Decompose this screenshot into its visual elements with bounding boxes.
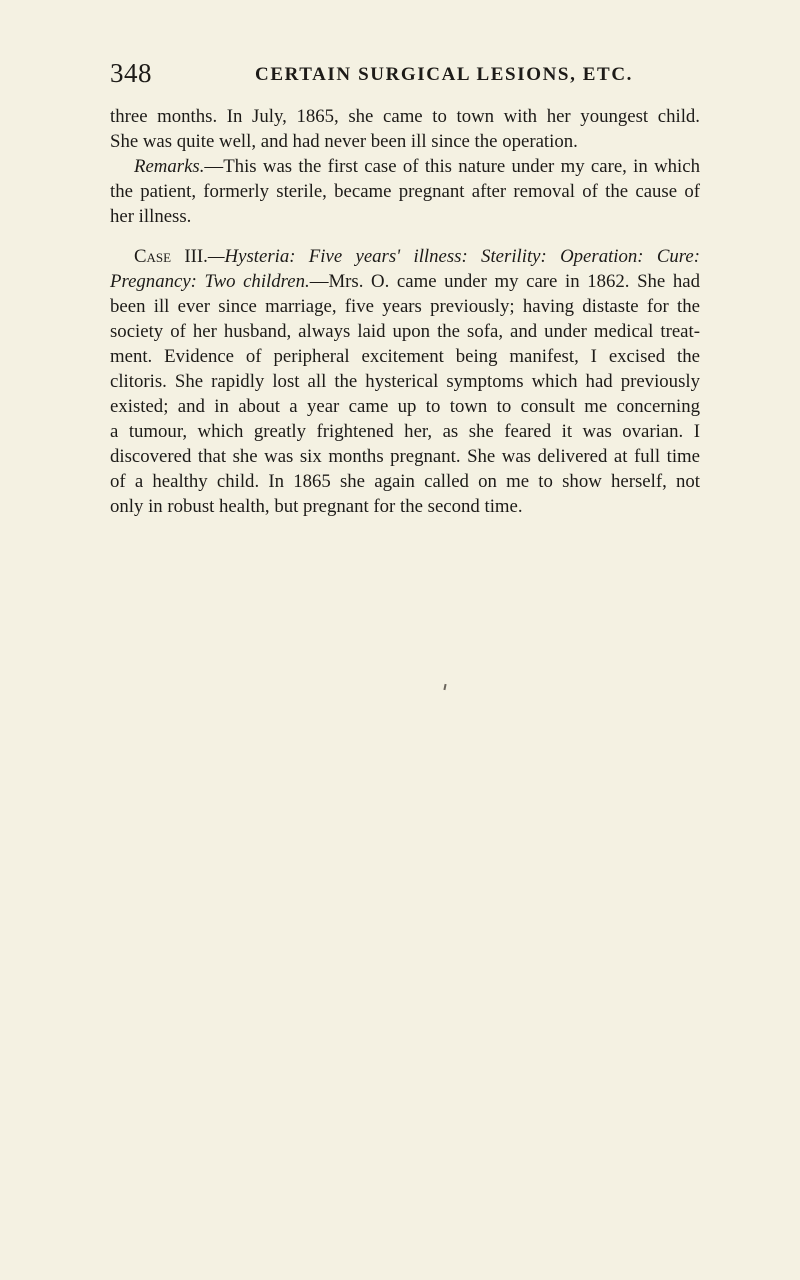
remarks-heading: Remarks. [134, 156, 205, 177]
case-label: Case III. [134, 246, 208, 267]
text-line: the patient, formerly sterile, became pregnant after removal of the cause of [110, 181, 700, 202]
text-line: her illness. [110, 206, 192, 227]
running-title: CERTAIN SURGICAL LESIONS, ETC. [255, 64, 633, 85]
text-run: —This was the first case of this nature under my care, in which [204, 156, 700, 177]
text-line [110, 154, 700, 179]
paragraph-remarks [110, 154, 700, 229]
text-line: existed; and in about a year came up to town to consult me concerning [110, 396, 700, 417]
text-line: clitoris. She rapidly lost all the hysterical symptoms which had previously [110, 371, 700, 392]
text-line: discovered that she was six months pregnant. She was delivered at full time [110, 446, 700, 467]
text-line: three months. In July, 1865, she came to town with her youngest child. [110, 106, 700, 127]
text-line: only in robust health, but pregnant for the second time. [110, 496, 523, 517]
page-number: 348 [110, 58, 152, 88]
text-line: been ill ever since marriage, five years previously; having distaste for the [110, 296, 700, 317]
page-header [110, 58, 700, 90]
text-line: of a healthy child. In 1865 she again called on me to show herself, not [110, 471, 700, 492]
text-line: society of her husband, always laid upon the sofa, and under medical treat- [110, 321, 700, 342]
case-title: —Hysteria: Five years' illness: Sterility: Operation: Cure: [207, 246, 700, 267]
text-line: She was quite well, and had never been ill since the operation. [110, 131, 578, 152]
stray-ink-mark [443, 684, 446, 690]
case-title-continued: Pregnancy: Two children. [110, 271, 310, 292]
text-line [110, 269, 700, 294]
text-run: —Mrs. O. came under my care in 1862. She had [309, 271, 700, 292]
body-text [110, 104, 700, 519]
text-line: a tumour, which greatly frightened her, as she feared it was ovarian. I [110, 421, 700, 442]
text-line: ment. Evidence of peripheral excitement being manifest, I excised the [110, 346, 700, 367]
paragraph-case-iii [110, 244, 700, 519]
paragraph-gap [110, 229, 700, 244]
paragraph-continuation [110, 104, 700, 154]
text-line [110, 244, 700, 269]
